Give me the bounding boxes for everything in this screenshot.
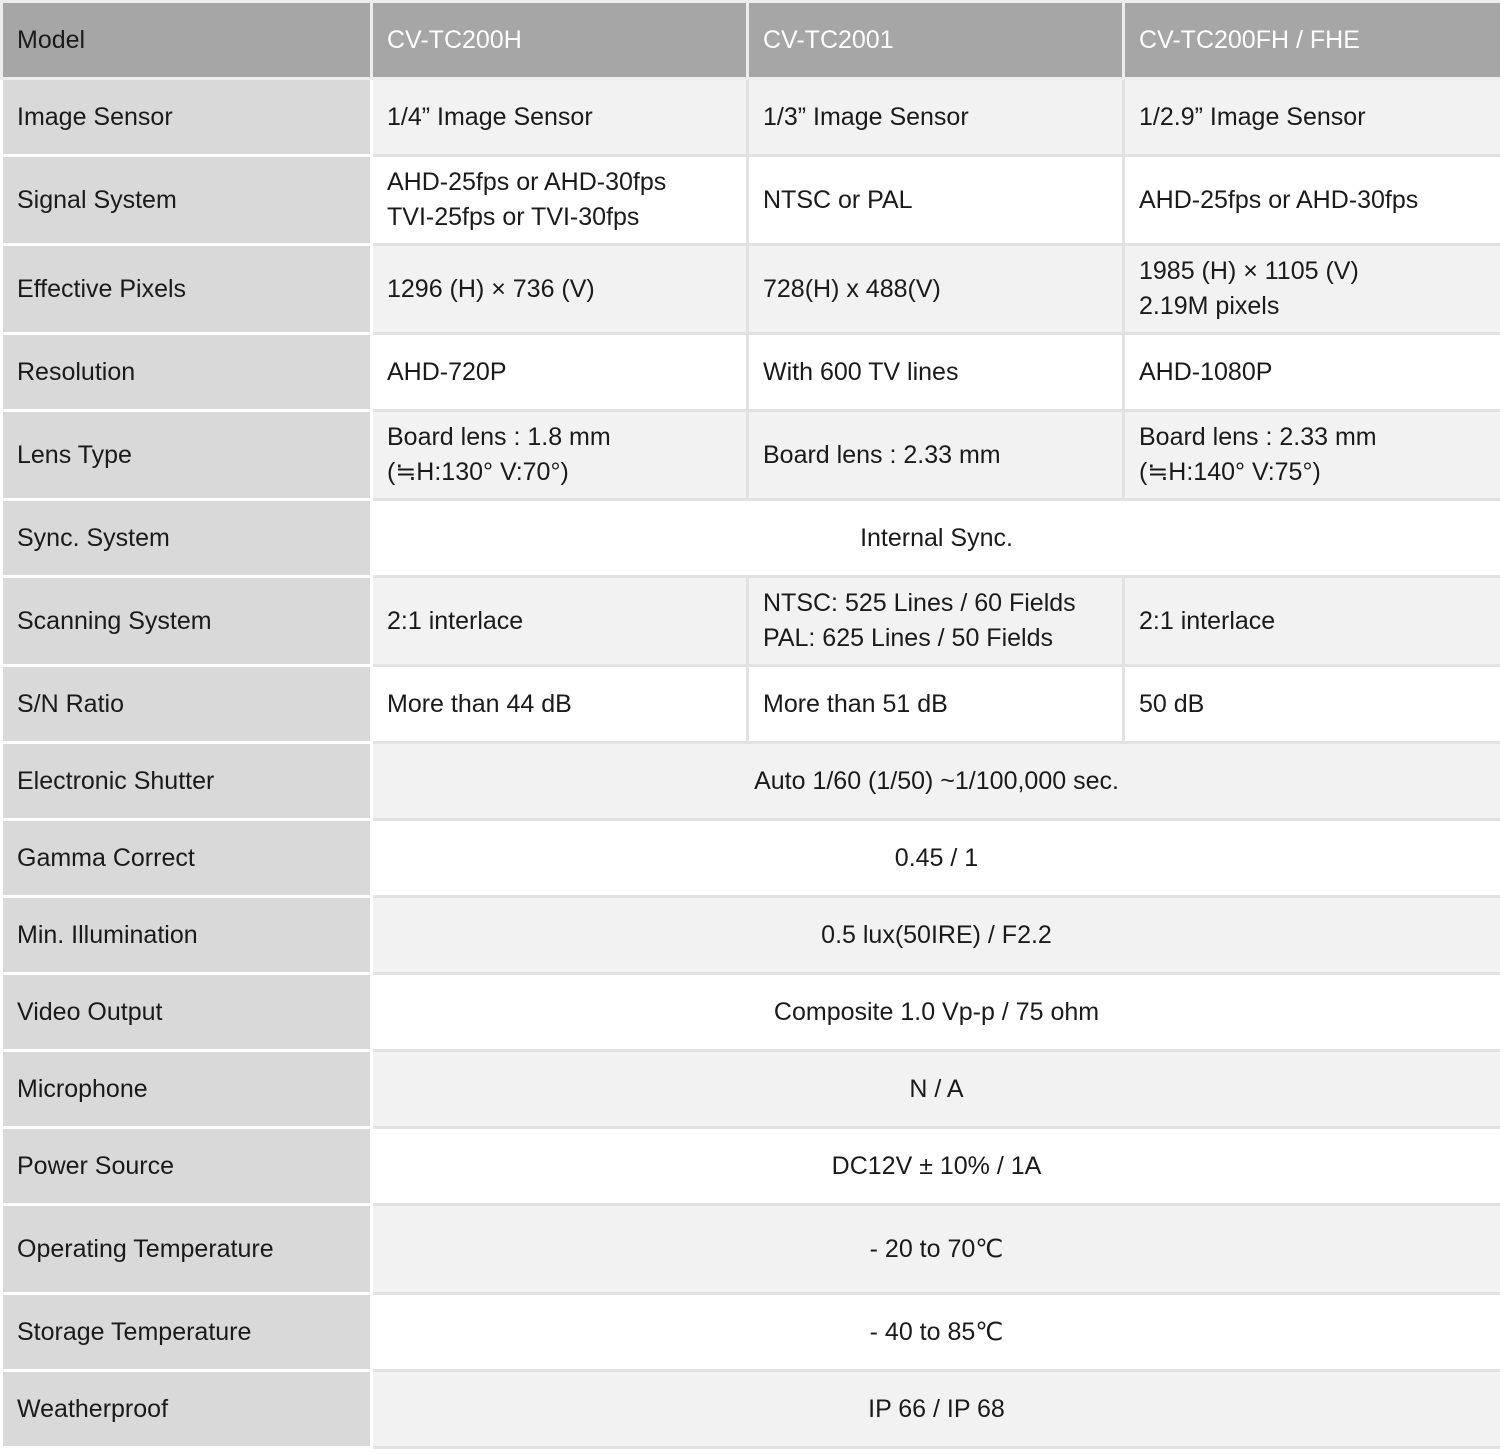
row-label-image-sensor: Image Sensor <box>2 79 372 156</box>
cell-effective-pixels-3 <box>1124 245 1500 334</box>
cell-line: AHD-25fps or AHD-30fps <box>387 168 667 196</box>
row-resolution <box>2 334 1500 411</box>
cell-line: NTSC: 525 Lines / 60 Fields <box>763 589 1076 617</box>
row-operating-temperature <box>2 1205 1500 1294</box>
cell-signal-system-1 <box>372 156 748 245</box>
cell-line: PAL: 625 Lines / 50 Fields <box>763 624 1053 652</box>
row-label-operating-temperature: Operating Temperature <box>2 1205 372 1294</box>
header-model-label: Model <box>2 2 372 79</box>
cell-line: TVI-25fps or TVI-30fps <box>387 203 640 231</box>
cell-gamma-correct: 0.45 / 1 <box>372 820 1500 897</box>
cell-line: AHD-25fps or AHD-30fps <box>1139 185 1419 214</box>
row-video-output <box>2 974 1500 1051</box>
cell-resolution-2: With 600 TV lines <box>748 334 1124 411</box>
header-model-1: CV-TC200H <box>372 2 748 79</box>
cell-line: Board lens : 2.33 mm <box>763 440 1001 469</box>
cell-effective-pixels-2 <box>748 245 1124 334</box>
row-label-sn-ratio: S/N Ratio <box>2 666 372 743</box>
row-storage-temperature <box>2 1294 1500 1371</box>
row-label-storage-temperature: Storage Temperature <box>2 1294 372 1371</box>
row-power-source <box>2 1128 1500 1205</box>
cell-signal-system-2 <box>748 156 1124 245</box>
cell-microphone: N / A <box>372 1051 1500 1128</box>
cell-image-sensor-1: 1/4” Image Sensor <box>372 79 748 156</box>
cell-operating-temperature: - 20 to 70℃ <box>372 1205 1500 1294</box>
cell-line: 2:1 interlace <box>387 606 524 635</box>
header-row <box>2 2 1500 79</box>
row-label-electronic-shutter: Electronic Shutter <box>2 743 372 820</box>
row-label-weatherproof: Weatherproof <box>2 1371 372 1448</box>
cell-lens-type-3 <box>1124 411 1500 500</box>
row-label-scanning-system: Scanning System <box>2 577 372 666</box>
row-label-power-source: Power Source <box>2 1128 372 1205</box>
row-label-gamma-correct: Gamma Correct <box>2 820 372 897</box>
cell-line: 2.19M pixels <box>1139 292 1280 320</box>
cell-line: 728(H) x 488(V) <box>763 274 941 303</box>
row-label-signal-system: Signal System <box>2 156 372 245</box>
header-model-3: CV-TC200FH / FHE <box>1124 2 1500 79</box>
cell-line: 1985 (H) × 1105 (V) <box>1139 257 1359 285</box>
cell-storage-temperature: - 40 to 85℃ <box>372 1294 1500 1371</box>
cell-line: NTSC or PAL <box>763 185 913 214</box>
cell-scanning-system-1 <box>372 577 748 666</box>
row-signal-system <box>2 156 1500 245</box>
row-gamma-correct <box>2 820 1500 897</box>
row-label-microphone: Microphone <box>2 1051 372 1128</box>
cell-sn-ratio-3: 50 dB <box>1124 666 1500 743</box>
cell-image-sensor-2: 1/3” Image Sensor <box>748 79 1124 156</box>
row-image-sensor <box>2 79 1500 156</box>
row-sync-system <box>2 500 1500 577</box>
row-sn-ratio <box>2 666 1500 743</box>
cell-min-illumination: 0.5 lux(50IRE) / F2.2 <box>372 897 1500 974</box>
cell-line: (≒H:140° V:75°) <box>1139 458 1321 486</box>
cell-line: Board lens : 2.33 mm <box>1139 423 1377 451</box>
row-weatherproof <box>2 1371 1500 1448</box>
cell-line: 2:1 interlace <box>1139 606 1276 635</box>
row-label-video-output: Video Output <box>2 974 372 1051</box>
row-label-lens-type: Lens Type <box>2 411 372 500</box>
cell-lens-type-2 <box>748 411 1124 500</box>
cell-lens-type-1 <box>372 411 748 500</box>
cell-resolution-3: AHD-1080P <box>1124 334 1500 411</box>
cell-sync-system: Internal Sync. <box>372 500 1500 577</box>
row-min-illumination <box>2 897 1500 974</box>
cell-image-sensor-3: 1/2.9” Image Sensor <box>1124 79 1500 156</box>
cell-sn-ratio-1: More than 44 dB <box>372 666 748 743</box>
cell-line: 1296 (H) × 736 (V) <box>387 274 595 303</box>
cell-line: (≒H:130° V:70°) <box>387 458 569 486</box>
cell-weatherproof: IP 66 / IP 68 <box>372 1371 1500 1448</box>
row-lens-type <box>2 411 1500 500</box>
header-model-2: CV-TC2001 <box>748 2 1124 79</box>
row-microphone <box>2 1051 1500 1128</box>
cell-sn-ratio-2: More than 51 dB <box>748 666 1124 743</box>
row-label-effective-pixels: Effective Pixels <box>2 245 372 334</box>
cell-signal-system-3 <box>1124 156 1500 245</box>
cell-electronic-shutter: Auto 1/60 (1/50) ~1/100,000 sec. <box>372 743 1500 820</box>
row-electronic-shutter <box>2 743 1500 820</box>
row-label-sync-system: Sync. System <box>2 500 372 577</box>
cell-video-output: Composite 1.0 Vp-p / 75 ohm <box>372 974 1500 1051</box>
cell-effective-pixels-1 <box>372 245 748 334</box>
row-effective-pixels <box>2 245 1500 334</box>
row-label-min-illumination: Min. Illumination <box>2 897 372 974</box>
cell-resolution-1: AHD-720P <box>372 334 748 411</box>
cell-power-source: DC12V ± 10% / 1A <box>372 1128 1500 1205</box>
cell-scanning-system-2 <box>748 577 1124 666</box>
cell-line: Board lens : 1.8 mm <box>387 423 611 451</box>
row-label-resolution: Resolution <box>2 334 372 411</box>
cell-scanning-system-3 <box>1124 577 1500 666</box>
row-scanning-system <box>2 577 1500 666</box>
